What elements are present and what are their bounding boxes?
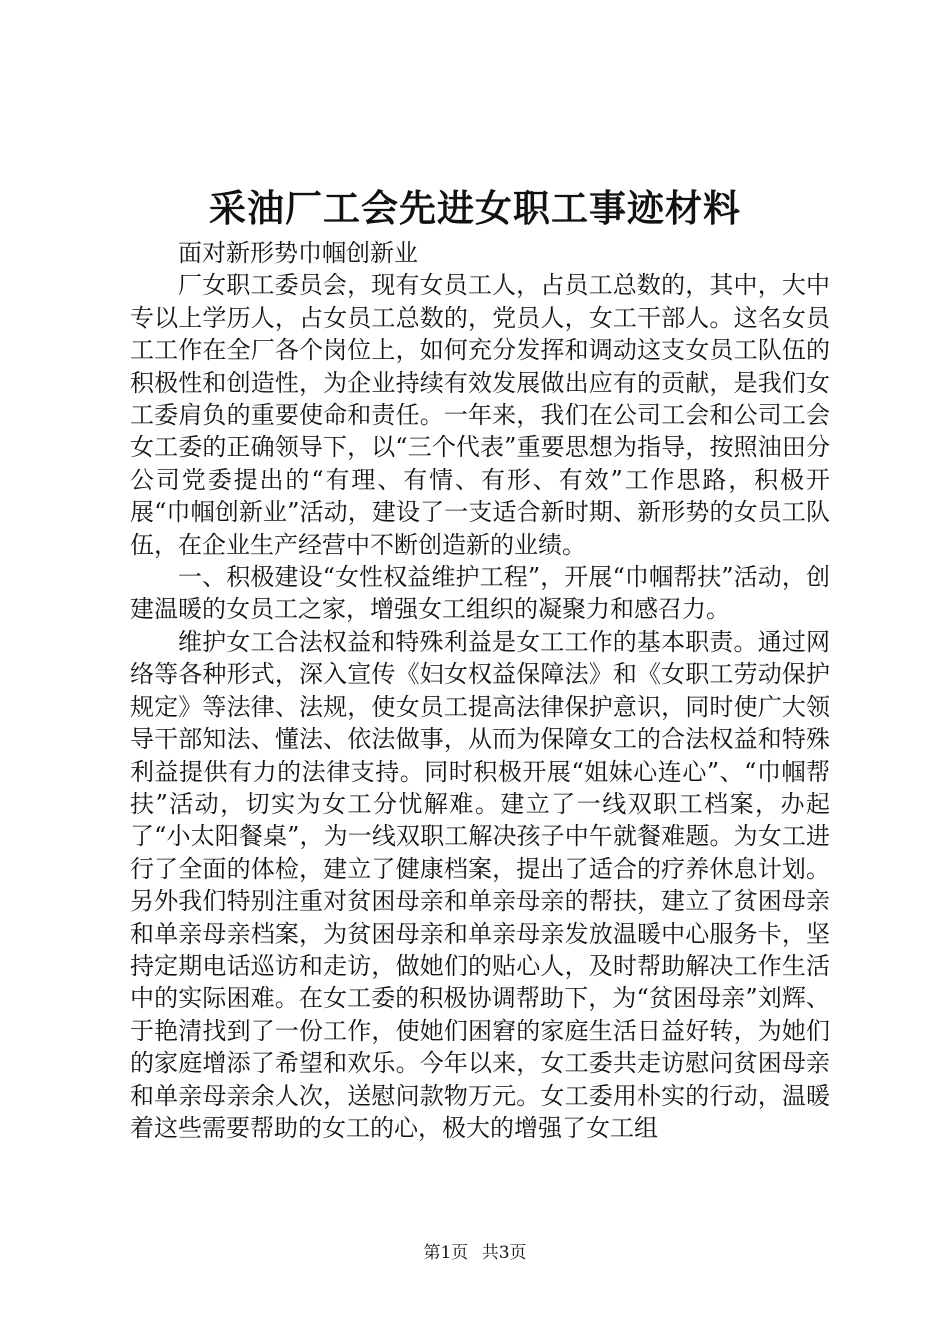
paragraph-intro: 厂女职工委员会，现有女员工人，占员工总数的，其中，大中专以上学历人，占女员工总数的，党员人，女工干部人。这名女员工工作在全厂各个岗位上，如何充分发挥和调动这支女员工队伍的积极性和创造性，为企业持续有效发展做出应有的贡献，是我们女工委肩负的重要使命和责任。一年来，我们在公司工会和公司工会女工委的正确领导下，以“三个代表”重要思想为指导，按照油田分公司党委提出的“有理、有情、有形、有效”工作思路，积极开展“巾帼创新业”活动，建设了一支适合新时期、新形势的女员工队伍，在企业生产经营中不断创造新的业绩。	[130, 271, 830, 559]
page-total: 共3页	[481, 1243, 527, 1263]
page-footer	[0, 1241, 950, 1265]
paragraph-rights: 维护女工合法权益和特殊利益是女工工作的基本职责。通过网络等各种形式，深入宣传《妇女权益保障法》和《女职工劳动保护规定》等法律、法规，使女员工提高法律保护意识，同时使广大领导干部知法、懂法、依法做事，从而为保障女工的合法权益和特殊利益提供有力的法律支持。同时积极开展“姐妹心连心”、“巾帼帮扶”活动，切实为女工分忧解难。建立了一线双职工档案，办起了“小太阳餐桌”，为一线双职工解决孩子中午就餐难题。为女工进行了全面的体检，建立了健康档案，提出了适合的疗养休息计划。另外我们特别注重对贫困母亲和单亲母亲的帮扶，建立了贫困母亲和单亲母亲档案，为贫困母亲和单亲母亲发放温暖中心服务卡，坚持定期电话巡访和走访，做她们的贴心人，及时帮助解决工作生活中的实际困难。在女工委的积极协调帮助下，为“贫困母亲”刘辉、于艳清找到了一份工作，使她们困窘的家庭生活日益好转，为她们的家庭增添了希望和欢乐。今年以来，女工委共走访慰问贫困母亲和单亲母亲余人次，送慰问款物万元。女工委用朴实的行动，温暖着这些需要帮助的女工的心，极大的增强了女工组	[130, 627, 830, 1142]
document-body	[130, 237, 830, 1144]
page-number: 第1页	[423, 1243, 469, 1263]
document-title: 采油厂工会先进女职工事迹材料	[209, 186, 741, 230]
subtitle-line: 面对新形势巾帼创新业	[178, 239, 418, 267]
paragraph-heading-one: 一、积极建设“女性权益维护工程”，开展“巾帼帮扶”活动，创建温暖的女员工之家，增强女工组织的凝聚力和感召力。	[130, 563, 830, 624]
